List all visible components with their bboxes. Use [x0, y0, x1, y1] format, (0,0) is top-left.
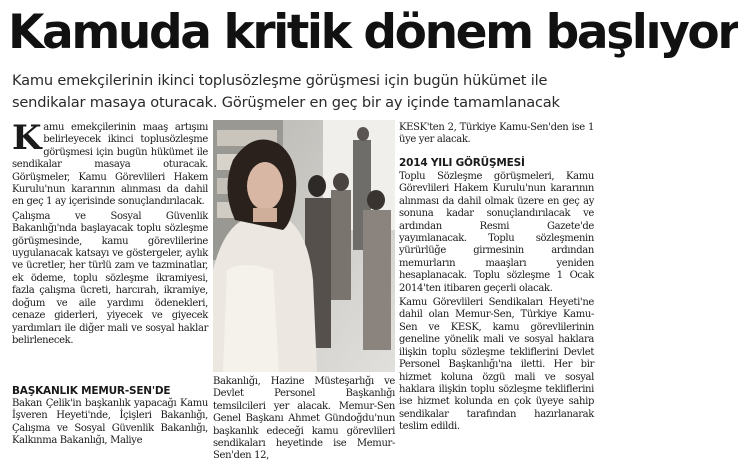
article-column-1-continued — [12, 398, 208, 455]
paragraph: Bakan Çelik'in başkanlık yapacağı Kamu İşveren Heyeti'nde, İçişleri Bakanlığı, Çalışma ve Sosyal Güvenlik Bakanlığı, Kalkınma Bakanlığı, Maliye — [12, 398, 208, 447]
subhead-line: Kamu emekçilerinin ikinci toplusözleşme görüşmesi için bugün hükümet ile — [12, 72, 548, 89]
paragraph: Toplu Sözleşme görüşmeleri, Kamu Görevlileri Hakem Kurulu'nun kararının alınması da dahil olmak üzere en geç ay sonuna kadar sonuçlandırılacak ve ardından Resmi Gazete'de yayımlanacak. Toplu sözleşmenin yürürlüğe girmesinin ardından memurların maaşları yeniden hesaplanacak. Toplu sözleşme 1 Ocak 2014'ten itibaren geçerli olacak. — [399, 171, 594, 294]
paragraph: Kamu Görevlileri Sendikaları Heyeti'ne dahil olan Memur-Sen, Türkiye Kamu-Sen ve KESK, kamu görevlilerinin geneline yönelik mali ve sosyal haklara ilişkin toplu sözleşme tekliflerini Devlet Personel Başkanlığı'na iletti. Her bir hizmet koluna özgü mali ve sosyal haklara ilişkin toplu sözleşme tekliflerini ise hizmet kolunda en çok üyeye sahip sendikalar tarafından hazırlanarak teslim edildi. — [399, 297, 594, 433]
paragraph: Çalışma ve Sosyal Güvenlik Bakanlığı'nda başlayacak toplu sözleşme görüşmesinde, kamu görevlilerine uygulanacak katsayı ve göstergeler, aylık ve ücretler, her türlü zam ve tazminatlar, ek ödeme, toplu sözleşme ikramiyesi, fazla çalışma ücreti, harcırah, ikramiye, doğum ve aile yardımı ödenekleri, cenaze giderleri, yiyecek ve giyecek yardımları ile diğer mali ve sosyal haklar belirlenecek. — [12, 210, 208, 346]
paragraph: KESK'ten 2, Türkiye Kamu-Sen'den ise 1 üye yer alacak. — [399, 122, 594, 146]
section-heading: 2014 YILI GÖRÜŞMESİ — [399, 157, 525, 169]
article-column-1 — [12, 118, 208, 380]
section-heading: BAŞKANLIK MEMUR-SEN'DE — [12, 385, 171, 397]
article-column-2 — [213, 376, 395, 462]
headline: Kamuda kritik dönem başlıyor — [8, 5, 738, 60]
office-workers-photo-illustration — [213, 120, 395, 372]
drop-cap: K — [12, 118, 42, 158]
paragraph: Bakanlığı, Hazine Müsteşarlığı ve Devlet Personel Başkanlığı temsilcileri yer alacak. Memur-Sen Genel Başkanı Ahmet Gündoğdu'nun başkanlık edeceği kamu görevlileri sendikaları heyetinde ise Memur-Sen'den 12, — [213, 376, 395, 462]
paragraph: amu emekçilerinin maaş artışını belirleyecek ikinci toplusözleşme görüşmesi için bugün hükümet ile sendikalar masaya oturacak. Görüşmeler, Kamu Görevlileri Hakem Kurulu'nun kararının alınması da dahil en geç 1 ay içerisinde sonuçlandırılacak. — [12, 122, 208, 208]
subheadline — [12, 70, 597, 114]
news-photo — [213, 120, 395, 372]
article-column-3-intro — [399, 122, 594, 152]
article-column-3 — [399, 171, 594, 455]
subhead-line: sendikalar masaya oturacak. Görüşmeler en geç bir ay içinde tamamlanacak — [12, 94, 560, 111]
